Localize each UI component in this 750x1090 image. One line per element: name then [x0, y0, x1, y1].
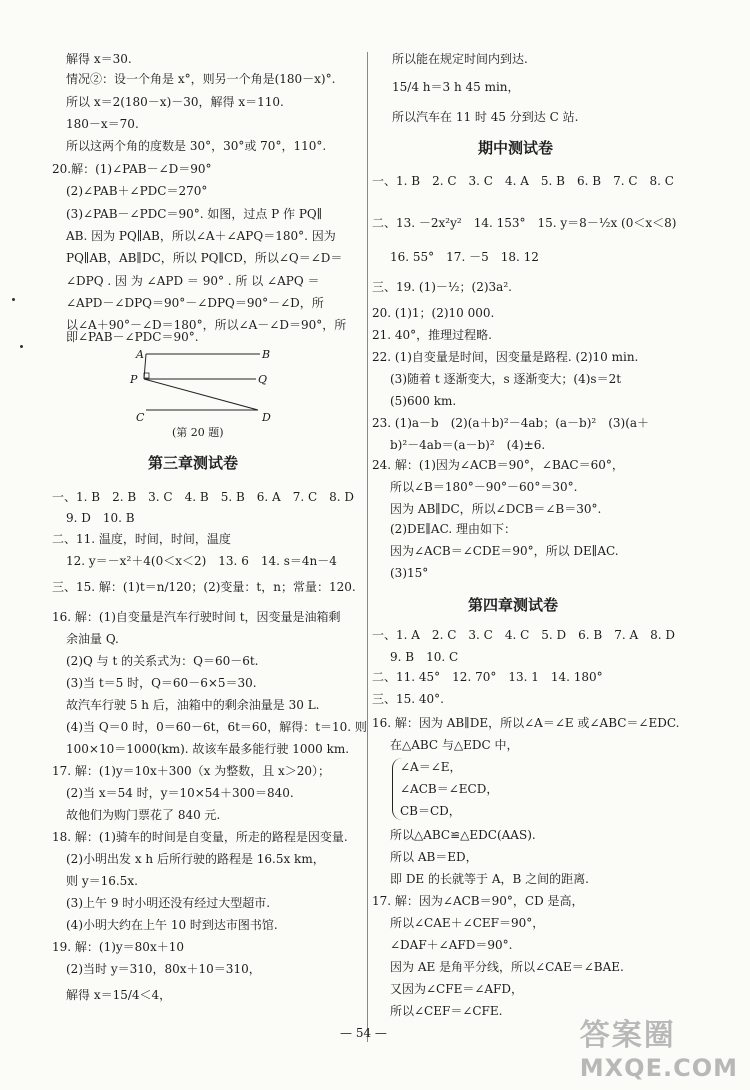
- text-line: 解得 x＝30.: [66, 52, 132, 66]
- text-line: 即∠PAB－∠PDC＝90°.: [66, 330, 199, 344]
- text-line: (2)小明出发 x h 后所行驶的路程是 16.5x km，: [66, 852, 325, 866]
- text-line: 故汽车行驶 5 h 后，油箱中的剩余油量是 30 L.: [66, 698, 320, 712]
- text-line: 即 DE 的长就等于 A，B 之间的距离.: [390, 872, 589, 886]
- text-line: 所以∠CAE＋∠CEF＝90°，: [390, 916, 545, 930]
- text-line: (2)当时 y＝310，80x＋10＝310，: [66, 962, 261, 976]
- text-line: 以∠A＋90°－∠D＝180°，所以∠A－∠D＝90°，所: [66, 318, 347, 332]
- text-line: 解得 x＝15/4＜4，: [66, 988, 172, 1002]
- text-line: 在△ABC 与△EDC 中，: [390, 738, 519, 752]
- text-line: 20.解：(1)∠PAB－∠D＝90°: [52, 162, 212, 176]
- text-line: PQ∥AB，AB∥DC，所以 PQ∥CD，所以∠Q＝∠D＝: [66, 251, 343, 265]
- text-line: 16. 解：因为 AB∥DE，所以∠A＝∠E 或∠ABC＝∠EDC.: [372, 716, 680, 730]
- text-line: (2)当 x＝54 时，y＝10×54＋300＝840.: [66, 786, 294, 800]
- text-line: 24. 解：(1)因为∠ACB＝90°，∠BAC＝60°，: [372, 458, 624, 472]
- text-line: 又因为∠CFE＝∠AFD，: [390, 982, 523, 996]
- text-line: 19. 解：(1)y＝80x＋10: [52, 940, 184, 954]
- text-line: (4)当 Q＝0 时，0＝60－6t，6t＝60，解得：t＝10. 则: [66, 720, 367, 734]
- text-line: 二、13. －2x²y² 14. 153° 15. y＝8－½x (0＜x＜8): [372, 216, 677, 230]
- text-line: (3)随着 t 逐渐变大，s 逐渐变大；(4)s＝2t: [390, 372, 622, 386]
- text-line: 12. y＝－x²＋4(0＜x＜2) 13. 6 14. s＝4n－4: [66, 554, 337, 568]
- text-line: 故他们为购门票花了 840 元.: [66, 808, 221, 822]
- text-line: 三、19. (1)－½；(2)3a².: [372, 280, 512, 294]
- column-divider: [367, 52, 368, 1042]
- text-line: 20. (1)1；(2)10 000.: [372, 306, 495, 320]
- text-line: ∠A＝∠E，: [400, 760, 462, 774]
- text-line: 所以这两个角的度数是 30°，30°或 70°，110°.: [66, 139, 327, 153]
- text-line: (3)15°: [390, 566, 429, 580]
- text-line: 所以 x＝2(180－x)－30，解得 x＝110.: [66, 95, 284, 109]
- text-line: (2)Q 与 t 的关系式为：Q＝60－6t.: [66, 654, 259, 668]
- text-line: AB. 因为 PQ∥AB，所以∠A＋∠APQ＝180°. 因为: [66, 229, 336, 243]
- label-b: B: [262, 348, 271, 361]
- text-line: 二、11. 温度，时间，时间，温度: [52, 532, 231, 546]
- text-line: 所以能在规定时间内到达.: [392, 52, 528, 66]
- text-line: 所以汽车在 11 时 45 分到达 C 站.: [392, 110, 579, 124]
- scan-speck: [12, 298, 15, 301]
- text-line: (2)∠PAB＋∠PDC＝270°: [66, 184, 208, 198]
- text-line: 9. B 10. C: [390, 650, 459, 664]
- text-line: 三、15. 40°.: [372, 692, 444, 706]
- text-line: 17. 解：(1)y＝10x＋300（x 为整数，且 x＞20）；: [52, 764, 331, 778]
- text-line: 情况②：设一个角是 x°，则另一个角是(180－x)°.: [66, 72, 336, 86]
- text-line: 16. 解：(1)自变量是汽车行驶时间 t，因变量是油箱剩: [52, 610, 341, 624]
- text-line: 因为∠ACB＝∠CDE＝90°，所以 DE∥AC.: [390, 544, 619, 558]
- text-line: b)²－4ab＝(a－b)² (4)±6.: [390, 438, 546, 452]
- label-q: Q: [258, 373, 268, 386]
- section-title-midterm: 期中测试卷: [478, 139, 554, 157]
- text-line: (3)∠PAB－∠PDC＝90°. 如图，过点 P 作 PQ∥: [66, 207, 323, 221]
- watermark-logo: [580, 1010, 738, 1082]
- text-line: 所以△ABC≌△EDC(AAS).: [390, 828, 536, 842]
- text-line: 因为 AE 是角平分线，所以∠CAE＝∠BAE.: [390, 960, 624, 974]
- text-line: 二、11. 45° 12. 70° 13. 1 14. 180°: [372, 670, 603, 684]
- text-line: (3)上午 9 时小明还没有经过大型超市.: [66, 896, 271, 910]
- text-line: (5)600 km.: [390, 394, 457, 408]
- text-line: (3)当 t＝5 时，Q＝60－6×5＝30.: [66, 676, 257, 690]
- text-line: 17. 解：因为∠ACB＝90°，CD 是高，: [372, 894, 584, 908]
- segment-pd: [144, 379, 258, 410]
- scan-speck: [20, 345, 23, 348]
- text-line: 所以∠B＝180°－90°－60°＝30°.: [390, 480, 578, 494]
- text-line: ∠APD－∠DPQ＝90°－∠DPQ＝90°－∠D，所: [66, 296, 324, 310]
- text-line: ∠DAF＋∠AFD＝90°.: [390, 938, 513, 952]
- label-p: P: [130, 373, 138, 386]
- text-line: 三、15. 解：(1)t＝n/120；(2)变量：t，n；常量：120.: [52, 580, 356, 594]
- text-line: ∠ACB＝∠ECD，: [400, 782, 499, 796]
- text-line: 180－x＝70.: [66, 117, 139, 131]
- geometry-figure: [130, 346, 280, 436]
- text-line: 21. 40°，推理过程略.: [372, 328, 492, 342]
- text-line: 16. 55° 17. －5 18. 12: [390, 250, 539, 264]
- text-line: 余油量 Q.: [66, 632, 119, 646]
- section-title-chapter4: 第四章测试卷: [468, 596, 559, 614]
- label-d: D: [262, 411, 271, 424]
- watermark-url: MXQE.COM: [579, 1054, 738, 1082]
- text-line: 则 y＝16.5x.: [66, 874, 138, 888]
- label-c: C: [136, 411, 145, 424]
- text-line: (2)DE∥AC. 理由如下：: [390, 522, 516, 536]
- figure-caption: (第 20 题): [172, 426, 224, 439]
- text-line: 所以 AB＝ED，: [390, 850, 478, 864]
- text-line: 18. 解：(1)骑车的时间是自变量，所走的路程是因变量.: [52, 830, 348, 844]
- text-line: 15/4 h＝3 h 45 min，: [392, 80, 520, 94]
- text-line: 所以∠CEF＝∠CFE.: [390, 1004, 503, 1018]
- text-line: 因为 AB∥DC，所以∠DCB＝∠B＝30°.: [390, 502, 602, 516]
- section-title-chapter3: 第三章测试卷: [148, 454, 239, 472]
- page-number: — 54 —: [340, 1026, 387, 1040]
- text-line: ∠DPQ . 因 为 ∠APD ＝ 90° . 所 以 ∠APQ ＝: [66, 274, 320, 288]
- text-line: 一、1. A 2. C 3. C 4. C 5. D 6. B 7. A 8. D: [372, 628, 676, 642]
- watermark-text: 答案圈: [579, 1018, 676, 1053]
- text-line: 23. (1)a－b (2)(a＋b)²－4ab；(a－b)² (3)(a＋: [372, 416, 650, 430]
- text-line: 22. (1)自变量是时间，因变量是路程. (2)10 min.: [372, 350, 639, 364]
- text-line: 100×10＝1000(km). 故该车最多能行驶 1000 km.: [66, 742, 350, 756]
- text-line: CB＝CD，: [400, 804, 461, 818]
- text-line: 一、1. B 2. C 3. C 4. A 5. B 6. B 7. C 8. C: [372, 174, 674, 188]
- text-line: 一、1. B 2. B 3. C 4. B 5. B 6. A 7. C 8. D: [52, 490, 355, 504]
- text-line: 9. D 10. B: [66, 511, 135, 525]
- label-a: A: [136, 348, 144, 361]
- text-line: (4)小明大约在上午 10 时到达市图书馆.: [66, 918, 278, 932]
